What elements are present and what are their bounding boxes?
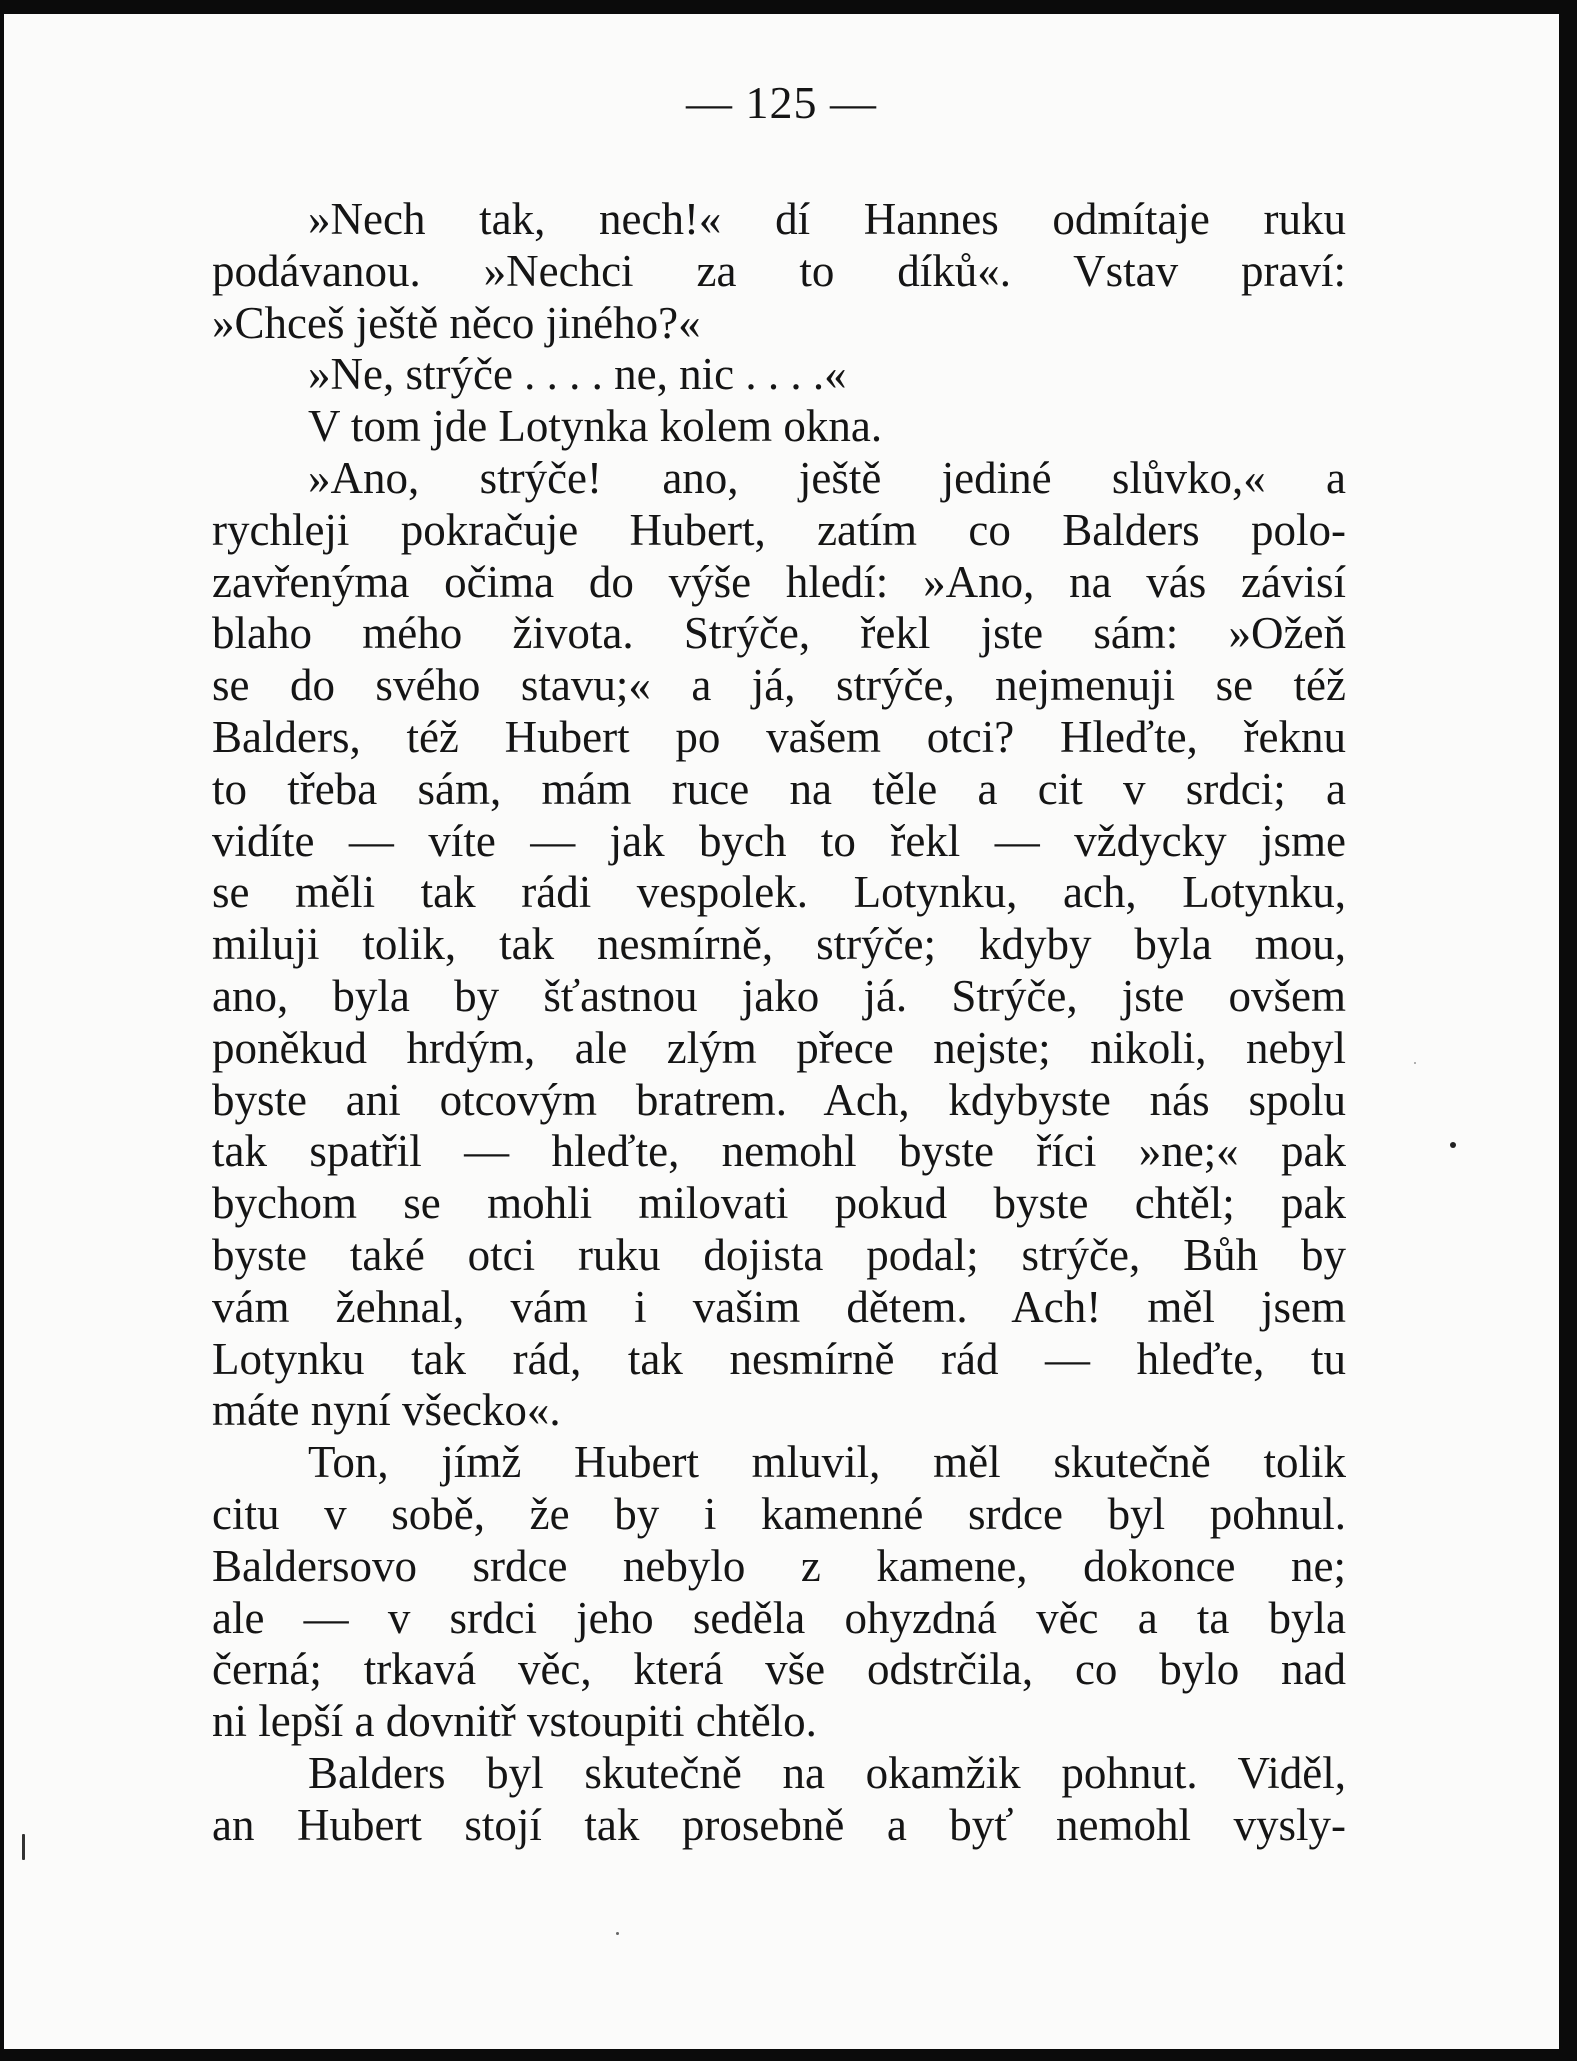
- page-number: — 125 —: [686, 77, 877, 128]
- print-speck: [1450, 1142, 1456, 1148]
- text-line: tak spatřil — hleďte, nemohl byste říci »ne;« pak: [212, 1126, 1346, 1177]
- text-line: poněkud hrdým, ale zlým přece nejste; nikoli, nebyl: [212, 1022, 1346, 1073]
- text-line: miluji tolik, tak nesmírně, strýče; kdyby byla mou,: [212, 919, 1346, 970]
- text-line: Balders, též Hubert po vašem otci? Hleďte, řeknu: [212, 711, 1346, 762]
- body-text: [212, 194, 1346, 1852]
- text-line: Ton, jímž Hubert mluvil, měl skutečně tolik: [308, 1437, 1346, 1488]
- text-line: Lotynku tak rád, tak nesmírně rád — hleďte, tu: [212, 1333, 1346, 1384]
- text-line: černá; trkavá věc, která vše odstrčila, co bylo nad: [212, 1644, 1346, 1695]
- text-line: zavřenýma očima do výše hledí: »Ano, na vás závisí: [212, 556, 1346, 607]
- text-line: podávanou. »Nechci za to díků«. Vstav praví:: [212, 245, 1346, 296]
- text-line: »Nech tak, nech!« dí Hannes odmítaje ruku: [308, 194, 1346, 244]
- text-line: vám žehnal, vám i vašim dětem. Ach! měl jsem: [212, 1281, 1346, 1332]
- text-line: an Hubert stojí tak prosebně a byť nemohl vysly-: [212, 1799, 1346, 1850]
- text-line: byste také otci ruku dojista podal; strýče, Bůh by: [212, 1229, 1346, 1280]
- text-line: ano, byla by šťastnou jako já. Strýče, jste ovšem: [212, 970, 1346, 1021]
- text-line: »Chceš ještě něco jiného?«: [212, 297, 701, 348]
- text-line: blaho mého života. Strýče, řekl jste sám: »Ožeň: [212, 608, 1346, 659]
- text-line: máte nyní všecko«.: [212, 1385, 561, 1436]
- print-speck: [616, 1932, 619, 1935]
- text-line: se do svého stavu;« a já, strýče, nejmenuji se též: [212, 660, 1346, 711]
- print-speck: [1414, 1062, 1416, 1064]
- text-line: Balders byl skutečně na okamžik pohnut. Viděl,: [308, 1747, 1346, 1798]
- text-line: to třeba sám, mám ruce na těle a cit v srdci; a: [212, 763, 1346, 814]
- text-line: ni lepší a dovnitř vstoupiti chtělo.: [212, 1696, 817, 1747]
- text-line: rychleji pokračuje Hubert, zatím co Balders polo-: [212, 504, 1346, 555]
- text-line: byste ani otcovým bratrem. Ach, kdybyste nás spolu: [212, 1074, 1346, 1125]
- text-line: citu v sobě, že by i kamenné srdce byl pohnul.: [212, 1488, 1346, 1539]
- text-line: Baldersovo srdce nebylo z kamene, dokonce ne;: [212, 1540, 1346, 1591]
- text-line: se měli tak rádi vespolek. Lotynku, ach, Lotynku,: [212, 867, 1346, 918]
- text-line: »Ano, strýče! ano, ještě jediné slůvko,« a: [308, 452, 1346, 503]
- text-line: V tom jde Lotynka kolem okna.: [308, 401, 883, 452]
- text-line: vidíte — víte — jak bych to řekl — vždycky jsme: [212, 815, 1346, 866]
- text-line: »Ne, strýče . . . . ne, nic . . . .«: [308, 349, 847, 400]
- text-line: ale — v srdci jeho seděla ohyzdná věc a ta byla: [212, 1592, 1346, 1643]
- print-speck: [22, 1834, 25, 1860]
- text-line: bychom se mohli milovati pokud byste chtěl; pak: [212, 1178, 1346, 1229]
